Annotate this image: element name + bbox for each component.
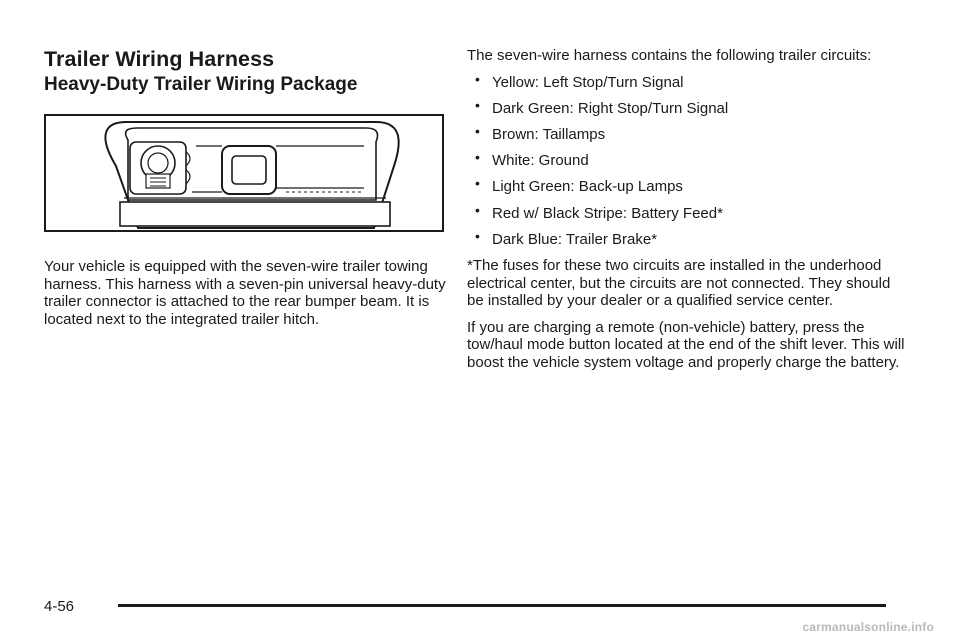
list-item: • Light Green: Back-up Lamps <box>475 175 683 196</box>
list-item: • Red w/ Black Stripe: Battery Feed* <box>475 201 723 222</box>
fuse-note: *The fuses for these two circuits are installed in the underhood electrical center, but the circuits are not connected. They should be installed by your dealer or a qualified service center. <box>467 256 891 310</box>
bullet-icon: • <box>475 201 480 218</box>
list-item: • Yellow: Left Stop/Turn Signal <box>475 70 684 91</box>
circuit-list <box>467 70 907 249</box>
list-item: • Dark Blue: Trailer Brake* <box>475 227 658 248</box>
list-item: • Dark Green: Right Stop/Turn Signal <box>475 96 729 117</box>
site-watermark: carmanualsonline.info <box>802 620 934 634</box>
bullet-icon: • <box>475 70 480 87</box>
intro-paragraph: Your vehicle is equipped with the seven-wire trailer towing harness. This harness with a seven-pin universal heavy-duty trailer connector is attached to the rear bumper beam. It is located next to the integrated trailer hitch. <box>44 258 446 328</box>
section-title: Trailer Wiring Harness <box>44 47 275 71</box>
list-item: • Brown: Taillamps <box>475 122 606 143</box>
section-subtitle: Heavy-Duty Trailer Wiring Package <box>44 74 358 95</box>
battery-paragraph: If you are charging a remote (non-vehicle) battery, press the tow/haul mode button located at the end of the shift lever. This will boost the vehicle system voltage and properly charge the battery. <box>467 318 905 371</box>
trailer-connector-illustration <box>44 114 444 232</box>
bullet-icon: • <box>475 175 480 192</box>
list-item: • White: Ground <box>475 149 589 170</box>
bullet-icon: • <box>475 122 480 139</box>
circuits-intro: The seven-wire harness contains the following trailer circuits: <box>467 47 872 64</box>
connector-drawing <box>46 116 442 230</box>
right-column <box>467 47 907 371</box>
bullet-icon: • <box>475 227 480 244</box>
bullet-icon: • <box>475 96 480 113</box>
bullet-icon: • <box>475 149 480 166</box>
footer-rule <box>118 604 886 607</box>
left-column <box>44 46 448 328</box>
page-number: 4-56 <box>44 598 75 615</box>
